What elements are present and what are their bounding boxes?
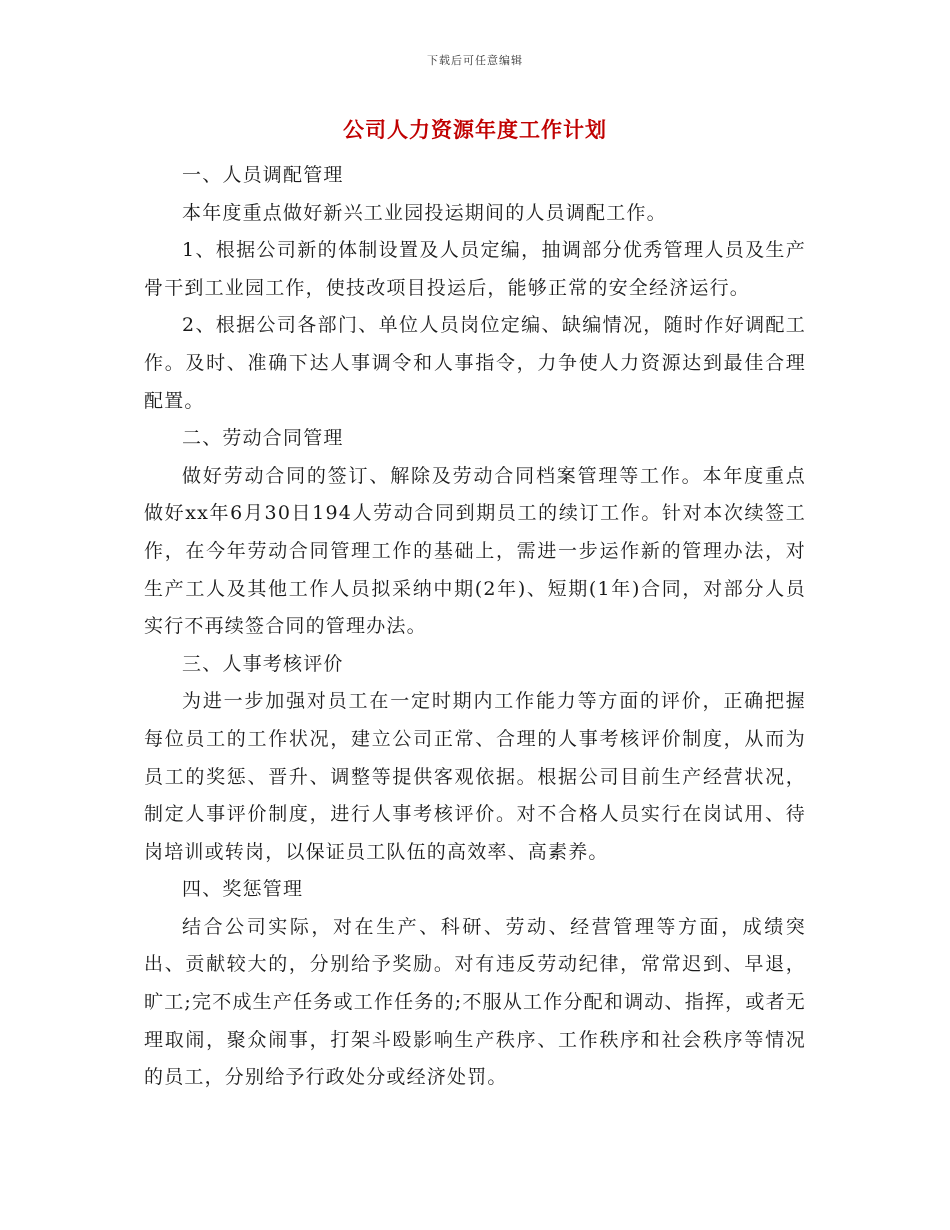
paragraph: 做好劳动合同的签订、解除及劳动合同档案管理等工作。本年度重点做好xx年6月30日194人劳动合同到期员工的续订工作。针对本次续签工作，在今年劳动合同管理工作的基础上，需进一步运作新的管理办法，对生产工人及其他工作人员拟采纳中期(2年)、短期(1年)合同，对部分人员实行不再续签合同的管理办法。	[144, 464, 806, 638]
section-heading-3: 三、人事考核评价	[182, 652, 344, 675]
paragraph: 结合公司实际，对在生产、科研、劳动、经营管理等方面，成绩突出、贡献较大的，分别给予奖励。对有违反劳动纪律，常常迟到、早退，旷工;完不成生产任务或工作任务的;不服从工作分配和调动、指挥，或者无理取闹，聚众闹事，打架斗殴影响生产秩序、工作秩序和社会秩序等情况的员工，分别给予行政处分或经济处罚。	[144, 915, 806, 1089]
paragraph: 本年度重点做好新兴工业园投运期间的人员调配工作。	[182, 201, 667, 224]
paragraph: 1、根据公司新的体制设置及人员定编，抽调部分优秀管理人员及生产骨干到工业园工作，使技改项目投运后，能够正常的安全经济运行。	[144, 239, 806, 299]
document-title: 公司人力资源年度工作计划	[343, 117, 607, 142]
paragraph: 为进一步加强对员工在一定时期内工作能力等方面的评价，正确把握每位员工的工作状况，建立公司正常、合理的人事考核评价制度，从而为员工的奖惩、晋升、调整等提供客观依据。根据公司目前生产经营状况，制定人事评价制度，进行人事考核评价。对不合格人员实行在岗试用、待岗培训或转岗，以保证员工队伍的高效率、高素养。	[144, 690, 806, 863]
section-heading-4: 四、奖惩管理	[182, 878, 304, 901]
document-body	[144, 157, 806, 1097]
paragraph: 2、根据公司各部门、单位人员岗位定编、缺编情况，随时作好调配工作。及时、准确下达人事调令和人事指令，力争使人力资源达到最佳合理配置。	[144, 314, 806, 412]
section-heading-1: 一、人员调配管理	[182, 164, 344, 186]
page-header-note: 下载后可任意编辑	[427, 54, 523, 67]
section-heading-2: 二、劳动合同管理	[182, 427, 344, 450]
